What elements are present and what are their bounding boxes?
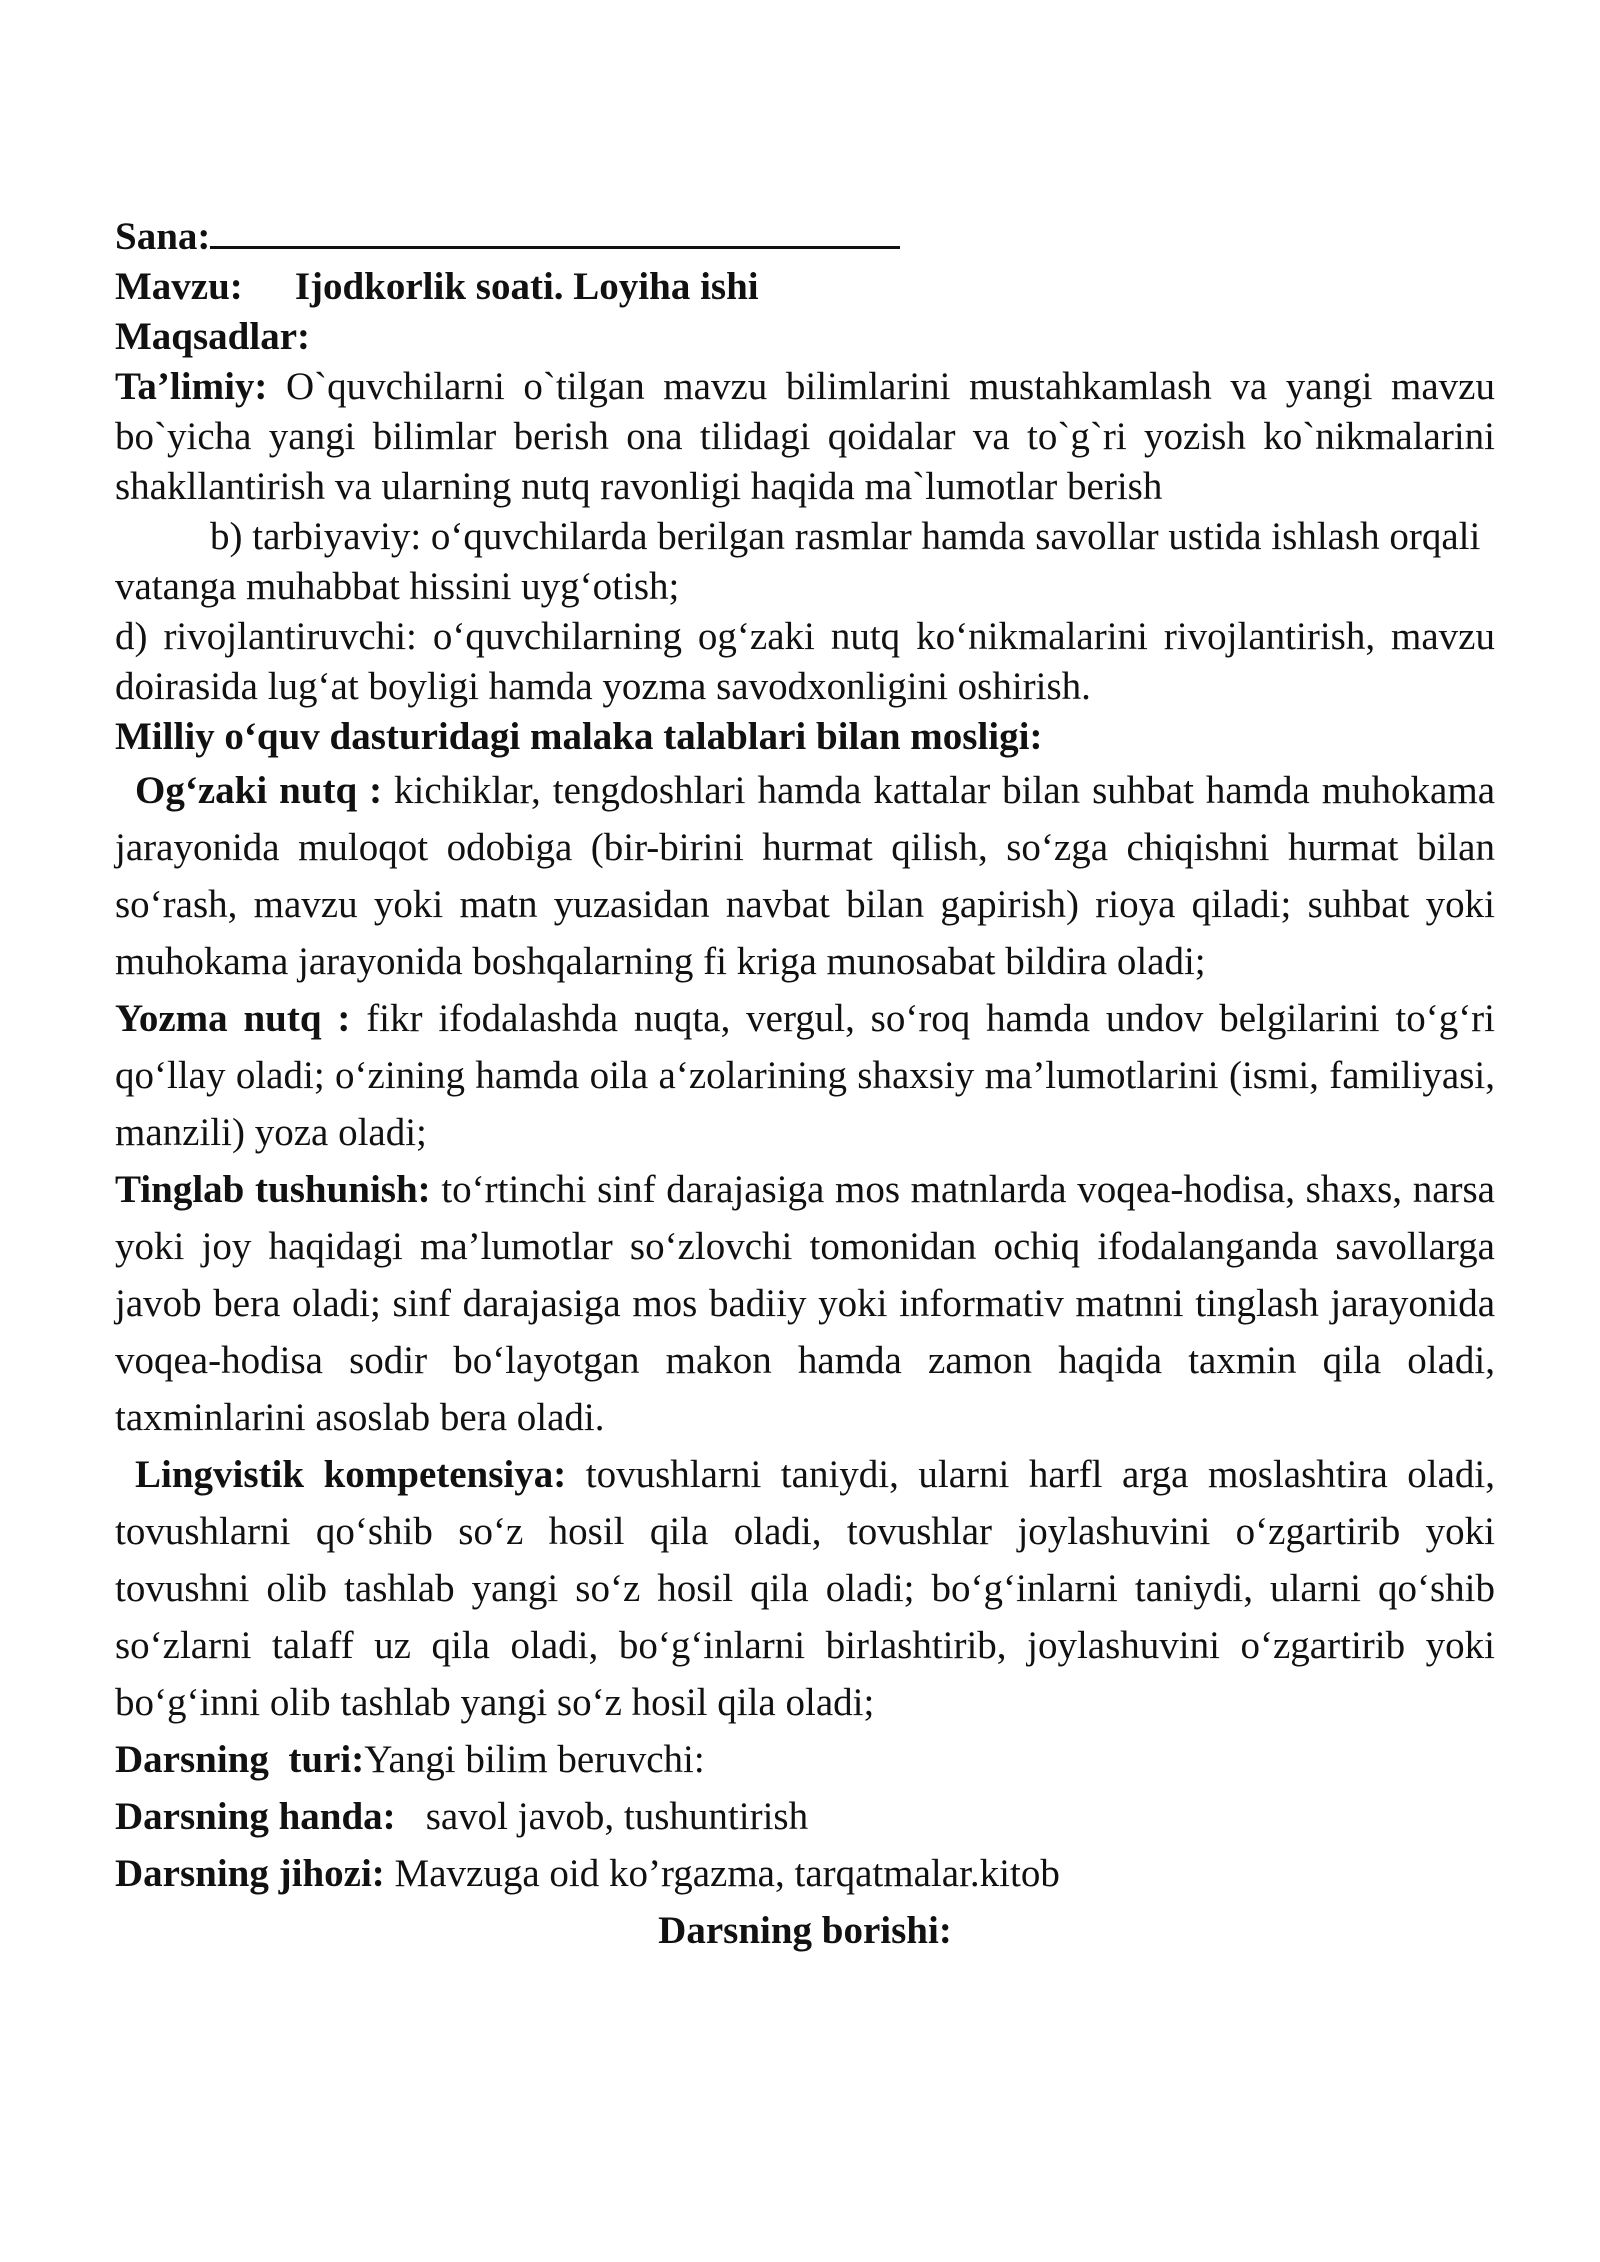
lingvistik-paragraph [115, 1446, 1495, 1731]
tinglab-paragraph [115, 1161, 1495, 1446]
mavzu-label: Mavzu: [115, 265, 243, 308]
yozma-text: fikr ifodalashda nuqta, vergul, so‘roq hamda undov belgilarini to‘g‘ri qo‘llay oladi; o‘zining hamda oila a‘zolarining shaxsiy ma’lumotlarini (ismi, familiyasi, manzili) yoza oladi; [115, 997, 1495, 1154]
darsning-jihozi-line [115, 1845, 1495, 1902]
talimiy-paragraph [115, 362, 1495, 512]
ogzaki-paragraph [115, 762, 1495, 990]
lingvistik-text: tovushlarni taniydi, ularni harfl arga moslashtira oladi, tovushlarni qo‘shib so‘z hosil qila oladi, tovushlar joylashuvini o‘zgartirib yoki tovushni olib tashlab yangi so‘z hosil qila oladi; bo‘g‘inlarni taniydi, ularni qo‘shib so‘zlarni talaff uz qila oladi, bo‘g‘inlarni birlashtirib, joylashuvini o‘zgartirib yoki bo‘g‘inni olib tashlab yangi so‘z hosil qila oladi; [115, 1453, 1496, 1724]
turi-value: Yangi bilim beruvchi: [364, 1738, 705, 1781]
tarbiyaviy-paragraph: b) tarbiyaviy: o‘quvchilarda berilgan rasmlar hamda savollar ustida ishlash orqali vatanga muhabbat hissini uyg‘otish; [115, 515, 1481, 608]
sana-label: Sana: [115, 215, 211, 258]
handa-label: Darsning handa: [115, 1795, 396, 1838]
sana-line [115, 212, 1495, 262]
rivojlantiruvchi-paragraph: d) rivojlantiruvchi: o‘quvchilarning og‘zaki nutq ko‘nikmalarini rivojlantirish, mavzu doirasida lug‘at boyligi hamda yozma savodxonligini oshirish. [115, 615, 1495, 708]
ogzaki-text: kichiklar, tengdoshlari hamda kattalar bilan suhbat hamda muhokama jarayonida muloqot odobiga (bir-birini hurmat qilish, so‘zga chiqishni hurmat bilan so‘rash, mavzu yoki matn yuzasidan navbat bilan gapirish) rioya qiladi; suhbat yoki muhokama jarayonida boshqalarning fi kriga munosabat bildira oladi; [115, 769, 1496, 983]
tinglab-text: to‘rtinchi sinf darajasiga mos matnlarda voqea-hodisa, shaxs, narsa yoki joy haqidagi ma’lumotlar so‘zlovchi tomonidan ochiq ifodalanganda savollarga javob bera oladi; sinf darajasiga mos badiiy yoki informativ matnni tinglash jarayonida voqea-hodisa sodir bo‘layotgan makon hamda zamon haqida taxmin qila oladi, taxminlarini asoslab bera oladi. [115, 1168, 1495, 1439]
turi-label: Darsning turi: [115, 1738, 365, 1781]
talimiy-text: O`quvchilarni o`tilgan mavzu bilimlarini mustahkamlash va yangi mavzu bo`yicha yangi bilimlar berish ona tilidagi qoidalar va to`g`ri yozish ko`nikmalarini shakllantirish va ularning nutq ravonligi haqida ma`lumotlar berish [115, 365, 1495, 508]
maqsadlar-heading: Maqsadlar: [115, 315, 310, 358]
darsning-borishi-heading: Darsning borishi: [658, 1909, 952, 1952]
jihozi-label: Darsning jihozi: [115, 1852, 385, 1895]
darsning-handa-line [115, 1788, 1495, 1845]
lingvistik-label: Lingvistik kompetensiya: [135, 1453, 567, 1496]
mavzu-value: Ijodkorlik soati. Loyiha ishi [294, 265, 759, 308]
talimiy-label: Ta’limiy: [115, 365, 268, 408]
yozma-label: Yozma nutq : [115, 997, 351, 1040]
ogzaki-label: Og‘zaki nutq : [135, 769, 383, 812]
mavzu-line [115, 262, 1495, 312]
handa-value: savol javob, tushuntirish [425, 1795, 809, 1838]
yozma-paragraph [115, 990, 1495, 1161]
darsning-turi-line [115, 1731, 1495, 1788]
standards-heading: Milliy o‘quv dasturidagi malaka talablari bilan mosligi: [115, 715, 1043, 758]
lesson-plan-page [115, 212, 1495, 1959]
sana-blank [210, 212, 900, 249]
tinglab-label: Tinglab tushunish: [115, 1168, 431, 1211]
jihozi-value: Mavzuga oid ko’rgazma, tarqatmalar.kitob [394, 1852, 1060, 1895]
